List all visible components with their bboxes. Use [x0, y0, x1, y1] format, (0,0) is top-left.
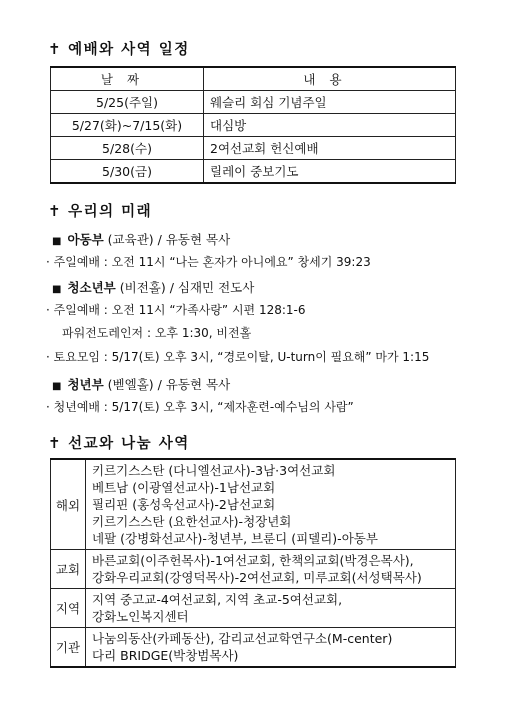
schedule-title-text: 예배와 사역 일정: [68, 42, 190, 58]
square-bullet-icon: ■: [52, 381, 62, 392]
table-row: [51, 137, 456, 160]
dept-line: · 주일예배 : 오전 11시 “가족사랑” 시편 128:1-6: [46, 303, 306, 317]
mission-category: 교회: [51, 550, 86, 589]
list-item: 바른교회(이주헌목사)-1여선교회, 한책의교회(박경은목사),: [92, 553, 414, 568]
list-item: 필리핀 (홍성욱선교사)-2남선교회: [92, 497, 276, 512]
dept-youth: [52, 278, 254, 296]
table-row: [51, 459, 456, 550]
square-bullet-icon: ■: [52, 236, 62, 247]
header-date: 날짜: [51, 67, 204, 91]
mission-items: [86, 459, 456, 550]
list-item: 베트남 (이광열선교사)-1남선교회: [92, 480, 276, 495]
mission-category: 지역: [51, 589, 86, 628]
cross-icon: ✝: [48, 202, 63, 220]
mission-title-text: 선교와 나눔 사역: [68, 436, 190, 452]
header-content: 내용: [204, 67, 456, 91]
list-item: 강화우리교회(강영덕목사)-2여선교회, 미루교회(서성택목사): [92, 570, 422, 585]
future-title-text: 우리의 미래: [68, 204, 153, 220]
dept-line: 파워전도레인저 : 오후 1:30, 비전홀: [62, 326, 252, 340]
dept-line: · 주일예배 : 오전 11시 “나는 혼자가 아니에요” 창세기 39:23: [46, 255, 371, 269]
table-row: [51, 550, 456, 589]
schedule-content: 릴레이 중보기도: [204, 160, 456, 184]
list-item: 지역 중고교-4여선교회, 지역 초교-5여선교회,: [92, 592, 343, 607]
dept-name: 청년부: [67, 377, 104, 392]
dept-name: 아동부: [67, 232, 104, 247]
mission-category: 해외: [51, 459, 86, 550]
dept-name: 청소년부: [67, 280, 116, 295]
dept-line: · 토요모임 : 5/17(토) 오후 3시, “경로이탈, U-turn이 필요해” 마가 1:15: [46, 350, 430, 364]
mission-items: [86, 550, 456, 589]
list-item: 나눔의동산(카페동산), 감리교선교학연구소(M-center): [92, 631, 393, 646]
future-section-title: [48, 200, 152, 221]
schedule-header-row: [51, 67, 456, 91]
mission-table: [50, 458, 456, 668]
mission-items: [86, 589, 456, 628]
list-item: 키르기스스탄 (요한선교사)-청장년회: [92, 514, 292, 529]
dept-detail: (벧엘홀) / 유동현 목사: [103, 377, 231, 392]
schedule-date: 5/28(수): [51, 137, 204, 160]
schedule-section-title: [48, 38, 190, 59]
mission-items: [86, 628, 456, 668]
table-row: [51, 589, 456, 628]
schedule-table: [50, 66, 456, 184]
dept-children: [52, 230, 230, 248]
dept-detail: (비전홀) / 심재민 전도사: [115, 280, 255, 295]
list-item: 강화노인복지센터: [92, 609, 189, 624]
table-row: [51, 114, 456, 137]
list-item: 키르기스스탄 (다니엘선교사)-3남·3여선교회: [92, 463, 336, 478]
schedule-content: 대심방: [204, 114, 456, 137]
schedule-content: 2여선교회 헌신예배: [204, 137, 456, 160]
cross-icon: ✝: [48, 434, 63, 452]
dept-young-adults: [52, 375, 230, 393]
mission-category: 기관: [51, 628, 86, 668]
dept-line: · 청년예배 : 5/17(토) 오후 3시, “제자훈련-예수님의 사람”: [46, 400, 354, 414]
dept-detail: (교육관) / 유동현 목사: [103, 232, 231, 247]
table-row: [51, 628, 456, 668]
schedule-date: 5/30(금): [51, 160, 204, 184]
table-row: [51, 160, 456, 184]
list-item: 네팔 (강병화선교사)-청년부, 브룬디 (피델리)-아동부: [92, 531, 378, 546]
schedule-content: 웨슬리 회심 기념주일: [204, 91, 456, 114]
table-row: [51, 91, 456, 114]
schedule-date: 5/27(화)~7/15(화): [51, 114, 204, 137]
schedule-date: 5/25(주일): [51, 91, 204, 114]
square-bullet-icon: ■: [52, 284, 62, 295]
cross-icon: ✝: [48, 40, 63, 58]
list-item: 다리 BRIDGE(박창범목사): [92, 648, 239, 663]
mission-section-title: [48, 432, 190, 453]
